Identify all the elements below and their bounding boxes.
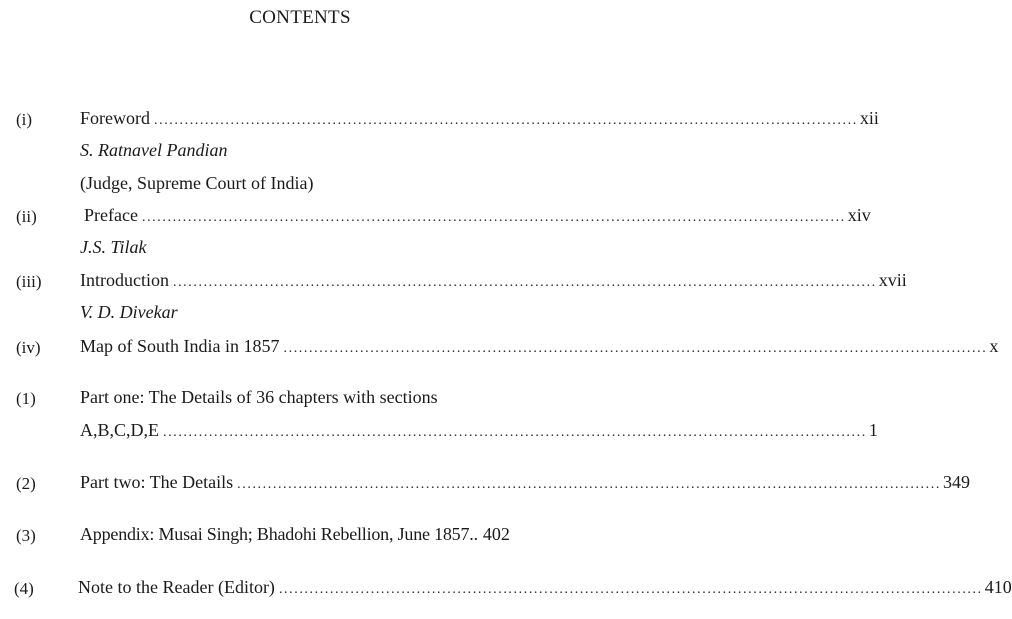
dot-leader: .......................................................................................................................................... — [163, 425, 867, 440]
entry-number: (2) — [16, 474, 36, 493]
entry-title: Appendix: Musai Singh; Bhadohi Rebellion, June 1857.. — [80, 524, 478, 544]
entry-title: Map of South India in 1857 — [80, 336, 280, 356]
entry-title: Introduction — [80, 270, 169, 290]
entry-author: J.S. Tilak — [80, 237, 147, 257]
dot-leader: .......................................................................................................................................... — [141, 210, 846, 225]
entry-title: Note to the Reader (Editor) — [78, 577, 275, 597]
entry-title: Foreword — [80, 108, 150, 128]
toc-entry-part-one[interactable] — [80, 420, 878, 441]
entry-page: x — [989, 336, 999, 356]
entry-title: Preface — [84, 205, 138, 225]
entry-number: (3) — [16, 526, 36, 545]
entry-page: 402 — [482, 524, 510, 544]
entry-number: (ii) — [16, 207, 37, 226]
entry-number: (1) — [16, 389, 36, 408]
entry-page: 349 — [942, 472, 970, 492]
entry-page: xiv — [847, 205, 871, 225]
entry-author: V. D. Divekar — [80, 302, 178, 322]
dot-leader: .......................................................................................................................................... — [172, 275, 877, 290]
entry-number: (i) — [16, 110, 33, 129]
toc-entry-map[interactable] — [80, 336, 999, 357]
entry-page: xii — [859, 108, 879, 128]
toc-entry-note[interactable] — [78, 577, 1012, 598]
entry-author-note: (Judge, Supreme Court of India) — [80, 173, 314, 193]
page-title: CONTENTS — [249, 7, 351, 28]
toc-entry-foreword[interactable] — [80, 108, 879, 129]
toc-entry-introduction[interactable] — [80, 270, 907, 291]
dot-leader: .......................................................................................................................................... — [278, 582, 983, 597]
entry-author: S. Ratnavel Pandian — [80, 140, 228, 160]
toc-entry-part-two[interactable] — [80, 472, 970, 493]
dot-leader: .......................................................................................................................................... — [283, 341, 988, 356]
entry-title-line1: Part one: The Details of 36 chapters with sections — [80, 387, 438, 407]
entry-number: (iv) — [16, 338, 41, 357]
entry-title: Part two: The Details — [80, 472, 234, 492]
toc-entry-preface[interactable] — [84, 205, 871, 226]
dot-leader: .......................................................................................................................................... — [154, 113, 858, 128]
entry-page: xvii — [878, 270, 907, 290]
entry-number: (4) — [14, 579, 34, 598]
entry-page: 1 — [868, 420, 878, 440]
dot-leader: .......................................................................................................................................... — [237, 477, 941, 492]
toc-entry-appendix[interactable] — [80, 524, 574, 545]
entry-page: 410 — [984, 577, 1012, 597]
entry-number: (iii) — [16, 272, 42, 291]
entry-title: A,B,C,D,E — [80, 420, 160, 440]
